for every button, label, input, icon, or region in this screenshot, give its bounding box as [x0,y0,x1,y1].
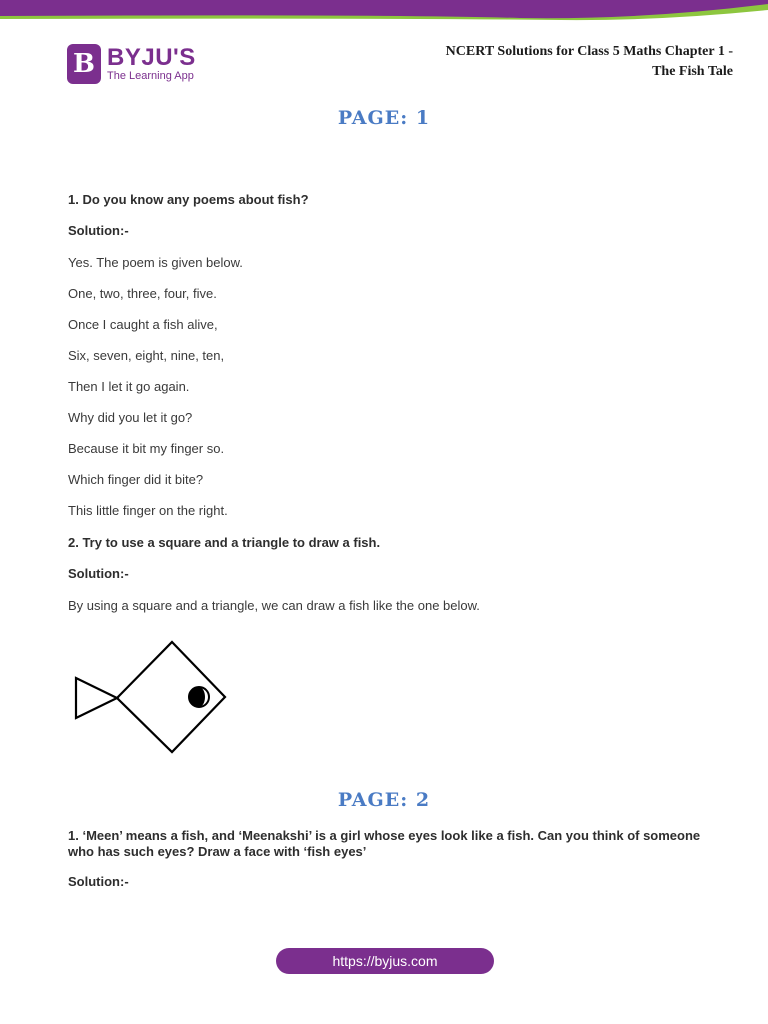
question-1: 1. Do you know any poems about fish? [68,192,309,207]
page2-solution-label: Solution:- [68,874,129,889]
document-title-line1: NCERT Solutions for Class 5 Maths Chapter 1 - [445,44,733,59]
poem-line: Once I caught a fish alive, [68,317,218,332]
page2-question-1: 1. ‘Meen’ means a fish, and ‘Meenakshi’ is a girl whose eyes look like a fish. Can you think of someone who has such eyes? Draw a face with ‘fish eyes’ [68,828,701,859]
fish-drawing [72,640,232,760]
logo-badge: B [67,44,101,84]
poem-line: Because it bit my finger so. [68,441,225,456]
top-decorative-band [0,0,768,22]
poem-line: Six, seven, eight, nine, ten, [68,348,225,363]
question-2: 2. Try to use a square and a triangle to draw a fish. [68,535,381,550]
document-title-line2: The Fish Tale [652,64,733,79]
footer-url-link[interactable]: https://byjus.com [276,948,494,974]
logo-tagline: The Learning App [107,70,194,82]
poem-line: This little finger on the right. [68,503,228,518]
poem-line: Why did you let it go? [68,410,193,425]
byjus-logo [67,44,196,84]
page-heading-2: PAGE: 2 [337,789,431,811]
answer-2: By using a square and a triangle, we can draw a fish like the one below. [68,598,480,613]
fish-tail-triangle [76,678,117,718]
page-heading-1: PAGE: 1 [337,107,431,129]
poem-line: Then I let it go again. [68,379,190,394]
poem-line: Yes. The poem is given below. [68,255,243,270]
solution-label-2: Solution:- [68,566,129,581]
poem-line: One, two, three, four, five. [68,286,217,301]
poem-line: Which finger did it bite? [68,472,204,487]
document-title [446,42,733,82]
solution-label-1: Solution:- [68,223,129,238]
logo-brand: BYJU'S [107,44,196,71]
